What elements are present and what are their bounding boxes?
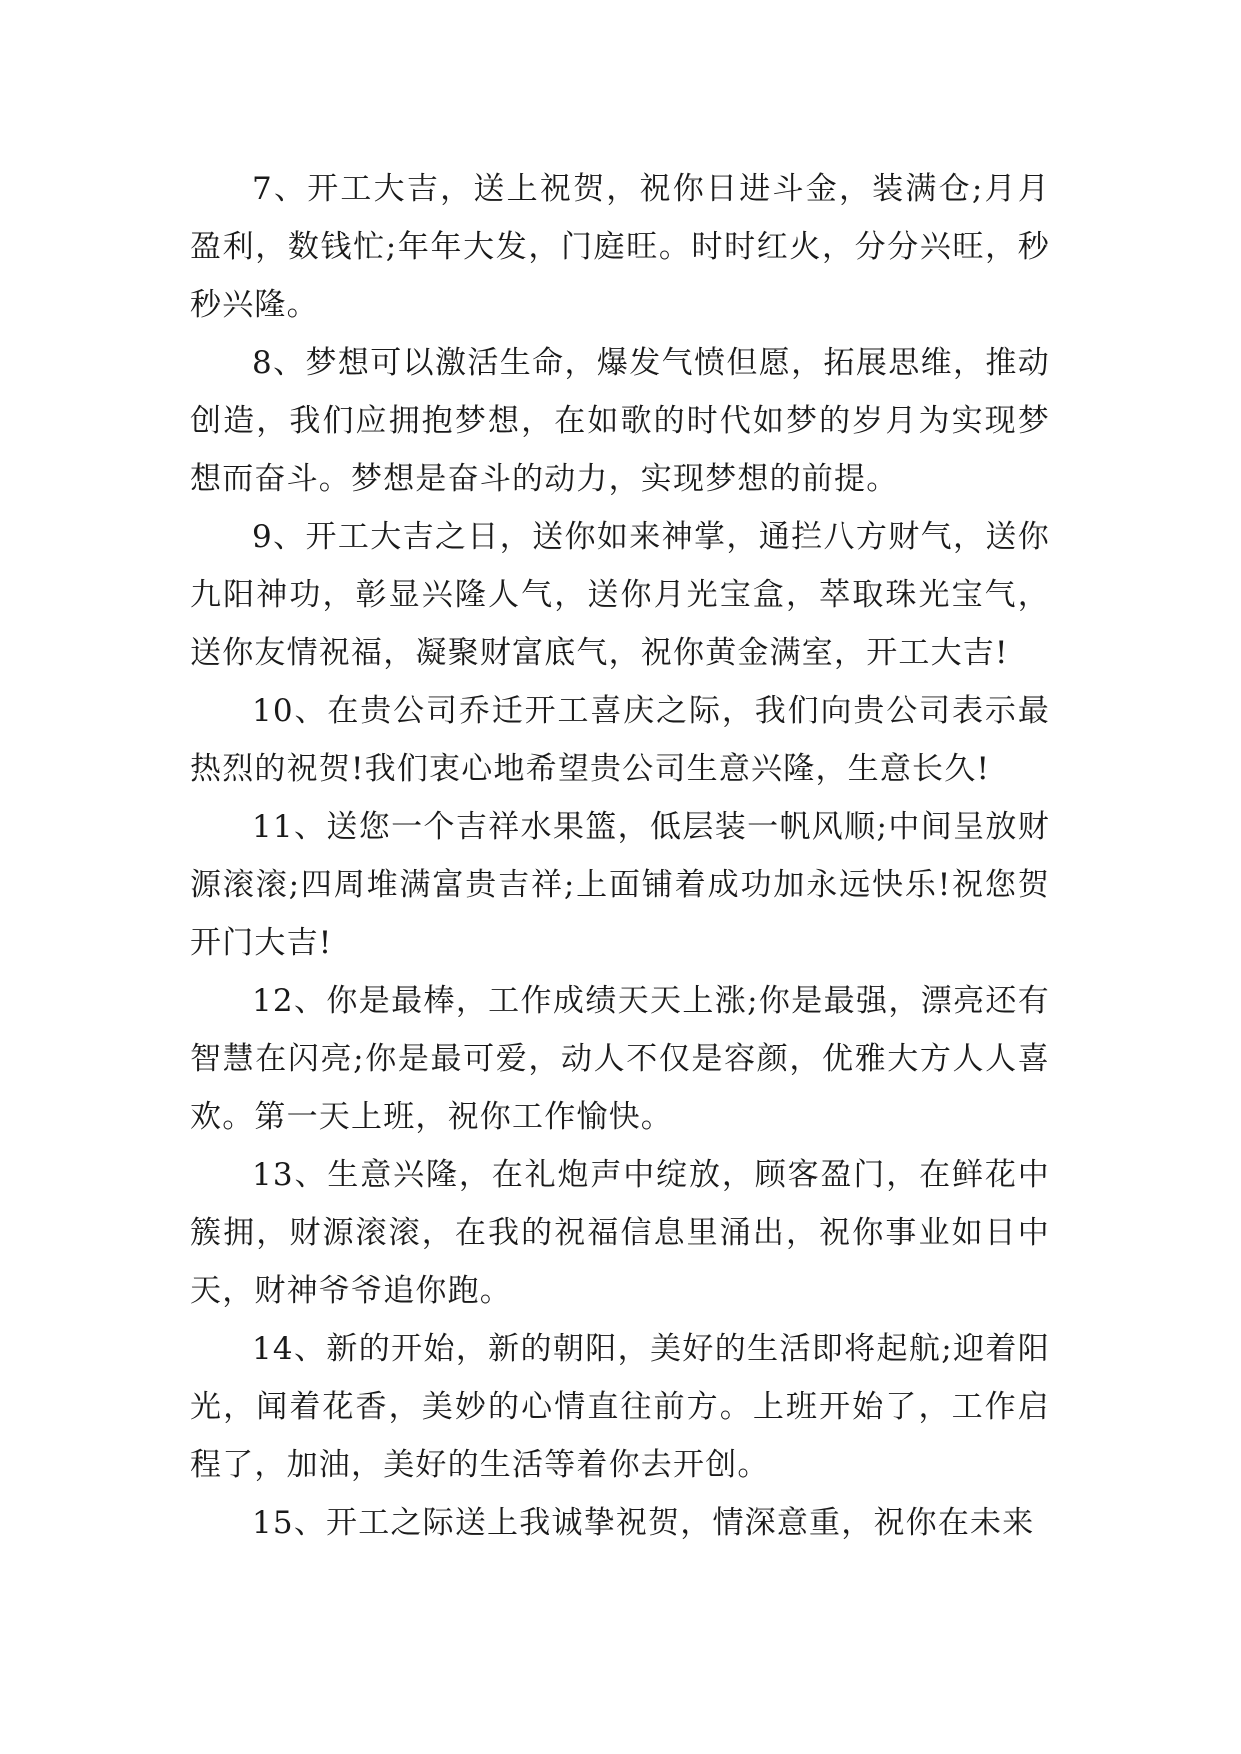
paragraph-15: 15、开工之际送上我诚挚祝贺，情深意重，祝你在未来 [252, 1505, 1035, 1541]
paragraph-13: 13、生意兴隆，在礼炮声中绽放，顾客盈门，在鲜花中簇拥，财源滚滚，在我的祝福信息里涌出，祝你事业如日中天，财神爷爷追你跑。 [190, 1157, 1050, 1309]
paragraph-14: 14、新的开始，新的朝阳，美好的生活即将起航;迎着阳光，闻着花香，美妙的心情直往前方。上班开始了，工作启程了，加油，美好的生活等着你去开创。 [190, 1331, 1050, 1483]
paragraph-9: 9、开工大吉之日，送你如来神掌，通拦八方财气，送你九阳神功，彰显兴隆人气，送你月光宝盒，萃取珠光宝气，送你友情祝福，凝聚财富底气，祝你黄金满室，开工大吉! [190, 519, 1050, 671]
paragraph-10: 10、在贵公司乔迁开工喜庆之际，我们向贵公司表示最热烈的祝贺!我们衷心地希望贵公司生意兴隆，生意长久! [190, 693, 1050, 787]
paragraph-11: 11、送您一个吉祥水果篮，低层装一帆风顺;中间呈放财源滚滚;四周堆满富贵吉祥;上面铺着成功加永远快乐!祝您贺开门大吉! [190, 809, 1050, 961]
document-body [190, 160, 1050, 1552]
paragraph-8: 8、梦想可以激活生命，爆发气愤但愿，拓展思维，推动创造，我们应拥抱梦想，在如歌的时代如梦的岁月为实现梦想而奋斗。梦想是奋斗的动力，实现梦想的前提。 [190, 345, 1050, 497]
paragraph-7: 7、开工大吉，送上祝贺，祝你日进斗金，装满仓;月月盈利，数钱忙;年年大发，门庭旺。时时红火，分分兴旺，秒秒兴隆。 [190, 171, 1050, 323]
paragraph-12: 12、你是最棒，工作成绩天天上涨;你是最强，漂亮还有智慧在闪亮;你是最可爱，动人不仅是容颜，优雅大方人人喜欢。第一天上班，祝你工作愉快。 [190, 983, 1050, 1135]
